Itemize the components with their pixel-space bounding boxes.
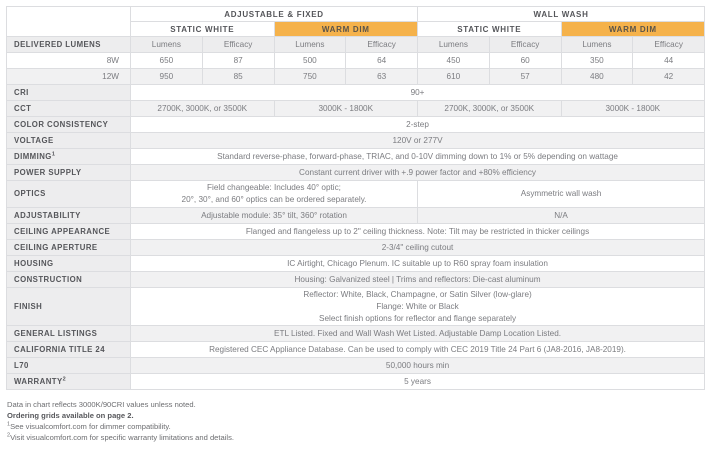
spec-row — [7, 117, 705, 133]
value-cell: 480 — [561, 69, 633, 85]
spec-row — [7, 101, 705, 117]
value-cell: Asymmetric wall wash — [418, 181, 705, 208]
value-cell: 57 — [489, 69, 561, 85]
spec-row — [7, 133, 705, 149]
row-label-cell — [7, 101, 131, 117]
spec-row — [7, 149, 705, 165]
value-cell — [131, 181, 418, 208]
spec-sheet — [0, 6, 707, 465]
row-label-text: CRI — [14, 88, 29, 97]
spec-row — [7, 223, 705, 239]
value-cell: 750 — [274, 69, 346, 85]
spec-row — [7, 271, 705, 287]
value-cell: ETL Listed. Fixed and Wall Wash Wet Listed. Adjustable Damp Location Listed. — [131, 326, 705, 342]
footnote-text: Visit visualcomfort.com for specific warranty limitations and details. — [10, 432, 235, 442]
value-cell: Registered CEC Appliance Database. Can be used to comply with CEC 2019 Title 24 Part 6 (JA8-2016, JA8-2019). — [131, 342, 705, 358]
value-cell: 85 — [202, 69, 274, 85]
row-label-cell — [7, 149, 131, 165]
subgroup-header-cell: STATIC WHITE — [418, 22, 562, 37]
footnote-marker: 2 — [7, 432, 11, 439]
row-label-text: POWER SUPPLY — [14, 168, 82, 177]
spec-row — [7, 358, 705, 374]
lumens-header-row — [7, 37, 705, 53]
row-label-text: ADJUSTABILITY — [14, 210, 81, 220]
value-cell: 2-3/4" ceiling cutout — [131, 239, 705, 255]
footnote — [7, 411, 707, 422]
column-header-cell: Lumens — [418, 37, 490, 53]
row-label-cell — [7, 165, 131, 181]
footnote — [7, 422, 707, 433]
row-label-cell — [7, 326, 131, 342]
row-label-cell — [7, 271, 131, 287]
row-label-cell — [7, 287, 131, 326]
value-cell: IC Airtight, Chicago Plenum. IC suitable up to R60 spray foam insulation — [131, 255, 705, 271]
column-header-cell: Lumens — [561, 37, 633, 53]
group-header-row — [7, 7, 705, 22]
row-label-cell — [7, 133, 131, 149]
value-line: 20°, 30°, and 60° optics can be ordered separately. — [181, 194, 367, 204]
spec-row — [7, 326, 705, 342]
row-label-cell — [7, 85, 131, 101]
row-label-cell — [7, 239, 131, 255]
value-line: Field changeable: Includes 40° optic; — [207, 183, 341, 192]
value-cell: 87 — [202, 53, 274, 69]
value-cell: 3000K - 1800K — [274, 101, 418, 117]
subgroup-header-cell: WARM DIM — [561, 22, 705, 37]
row-label-text: CALIFORNIA TITLE 24 — [14, 345, 105, 355]
row-label-cell — [7, 207, 131, 223]
column-header-cell: Efficacy — [202, 37, 274, 53]
row-label-text: HOUSING — [14, 258, 54, 268]
value-line: Reflector: White, Black, Champagne, or Satin Silver (low-glare) — [303, 289, 532, 299]
value-cell: 44 — [633, 53, 705, 69]
spec-row — [7, 342, 705, 358]
row-label-cell — [7, 223, 131, 239]
spec-row — [7, 255, 705, 271]
wattage-label-cell: 12W — [7, 69, 131, 85]
value-cell: 63 — [346, 69, 418, 85]
footnote-text: Data in chart reflects 3000K/90CRI values unless noted. — [7, 400, 196, 410]
value-cell: N/A — [418, 207, 705, 223]
value-cell: 50,000 hours min — [131, 358, 705, 374]
spec-row — [7, 287, 705, 326]
value-cell: 650 — [131, 53, 203, 69]
value-cell: 120V or 277V — [131, 133, 705, 149]
column-header-cell: Efficacy — [346, 37, 418, 53]
spec-table — [6, 6, 705, 390]
value-cell — [131, 287, 705, 326]
value-cell: Constant current driver with +.9 power factor and +80% efficiency — [131, 165, 705, 181]
value-cell: 3000K - 1800K — [561, 101, 705, 117]
row-label-text: CEILING APERTURE — [14, 242, 98, 252]
subgroup-header-cell: STATIC WHITE — [131, 22, 275, 37]
value-cell: Flanged and flangeless up to 2" ceiling thickness. Note: Tilt may be restricted in thicker ceilings — [131, 223, 705, 239]
value-cell: 610 — [418, 69, 490, 85]
spec-row — [7, 239, 705, 255]
value-line: Flange: White or Black — [376, 301, 459, 311]
value-cell: Standard reverse-phase, forward-phase, TRIAC, and 0-10V dimming down to 1% or 5% depending on wattage — [131, 149, 705, 165]
value-cell: 500 — [274, 53, 346, 69]
value-cell: 64 — [346, 53, 418, 69]
value-cell: 2700K, 3000K, or 3500K — [131, 101, 275, 117]
row-label-text: COLOR CONSISTENCY — [14, 120, 109, 129]
spec-row — [7, 85, 705, 101]
value-cell: 5 years — [131, 374, 705, 390]
value-cell: 42 — [633, 69, 705, 85]
row-label-cell — [7, 117, 131, 133]
value-line: Select finish options for reflector and flange separately — [318, 313, 517, 323]
value-cell: 450 — [418, 53, 490, 69]
row-label-text: FINISH — [14, 302, 43, 312]
spec-row — [7, 165, 705, 181]
column-header-cell: Efficacy — [489, 37, 561, 53]
row-label-text: GENERAL LISTINGS — [14, 329, 98, 339]
value-cell: 2700K, 3000K, or 3500K — [418, 101, 562, 117]
row-label-text: L70 — [14, 361, 29, 371]
value-cell: Adjustable module: 35° tilt, 360° rotation — [131, 207, 418, 223]
wattage-label-cell: 8W — [7, 53, 131, 69]
row-label-cell — [7, 255, 131, 271]
spec-row — [7, 181, 705, 208]
lumens-data-row — [7, 69, 705, 85]
row-label-cell — [7, 342, 131, 358]
row-label-cell — [7, 374, 131, 390]
group-header-cell: ADJUSTABLE & FIXED — [131, 7, 418, 22]
row-label-text: VOLTAGE — [14, 136, 54, 145]
row-label-text: WARRANTY — [14, 377, 63, 387]
spec-row — [7, 207, 705, 223]
lumens-data-row — [7, 53, 705, 69]
row-label-cell: DELIVERED LUMENS — [7, 37, 131, 53]
footnotes — [7, 400, 707, 443]
value-cell: 60 — [489, 53, 561, 69]
row-label-text: CEILING APPEARANCE — [14, 226, 111, 236]
row-label-text: CONSTRUCTION — [14, 274, 83, 284]
spec-table-body — [7, 7, 705, 390]
spec-row — [7, 374, 705, 390]
footnote-marker: 1 — [51, 151, 56, 158]
row-label-cell — [7, 181, 131, 208]
corner-cell — [7, 7, 131, 37]
value-cell: 90+ — [131, 85, 705, 101]
footnote — [7, 400, 707, 411]
footnote-text: Ordering grids available on page 2. — [7, 411, 134, 421]
value-cell: Housing: Galvanized steel | Trims and reflectors: Die-cast aluminum — [131, 271, 705, 287]
footnote-marker: 1 — [7, 421, 11, 428]
row-label-text: CCT — [14, 104, 32, 113]
column-header-cell: Lumens — [274, 37, 346, 53]
footnote-marker: 2 — [62, 376, 67, 383]
row-label-cell — [7, 358, 131, 374]
row-label-text: OPTICS — [14, 189, 46, 199]
row-label-text: DIMMING — [14, 152, 52, 161]
group-header-cell: WALL WASH — [418, 7, 705, 22]
value-cell: 350 — [561, 53, 633, 69]
column-header-cell: Lumens — [131, 37, 203, 53]
subgroup-header-cell: WARM DIM — [274, 22, 418, 37]
footnote — [7, 433, 707, 444]
footnote-text: See visualcomfort.com for dimmer compatibility. — [10, 422, 171, 432]
column-header-cell: Efficacy — [633, 37, 705, 53]
value-cell: 2-step — [131, 117, 705, 133]
value-cell: 950 — [131, 69, 203, 85]
